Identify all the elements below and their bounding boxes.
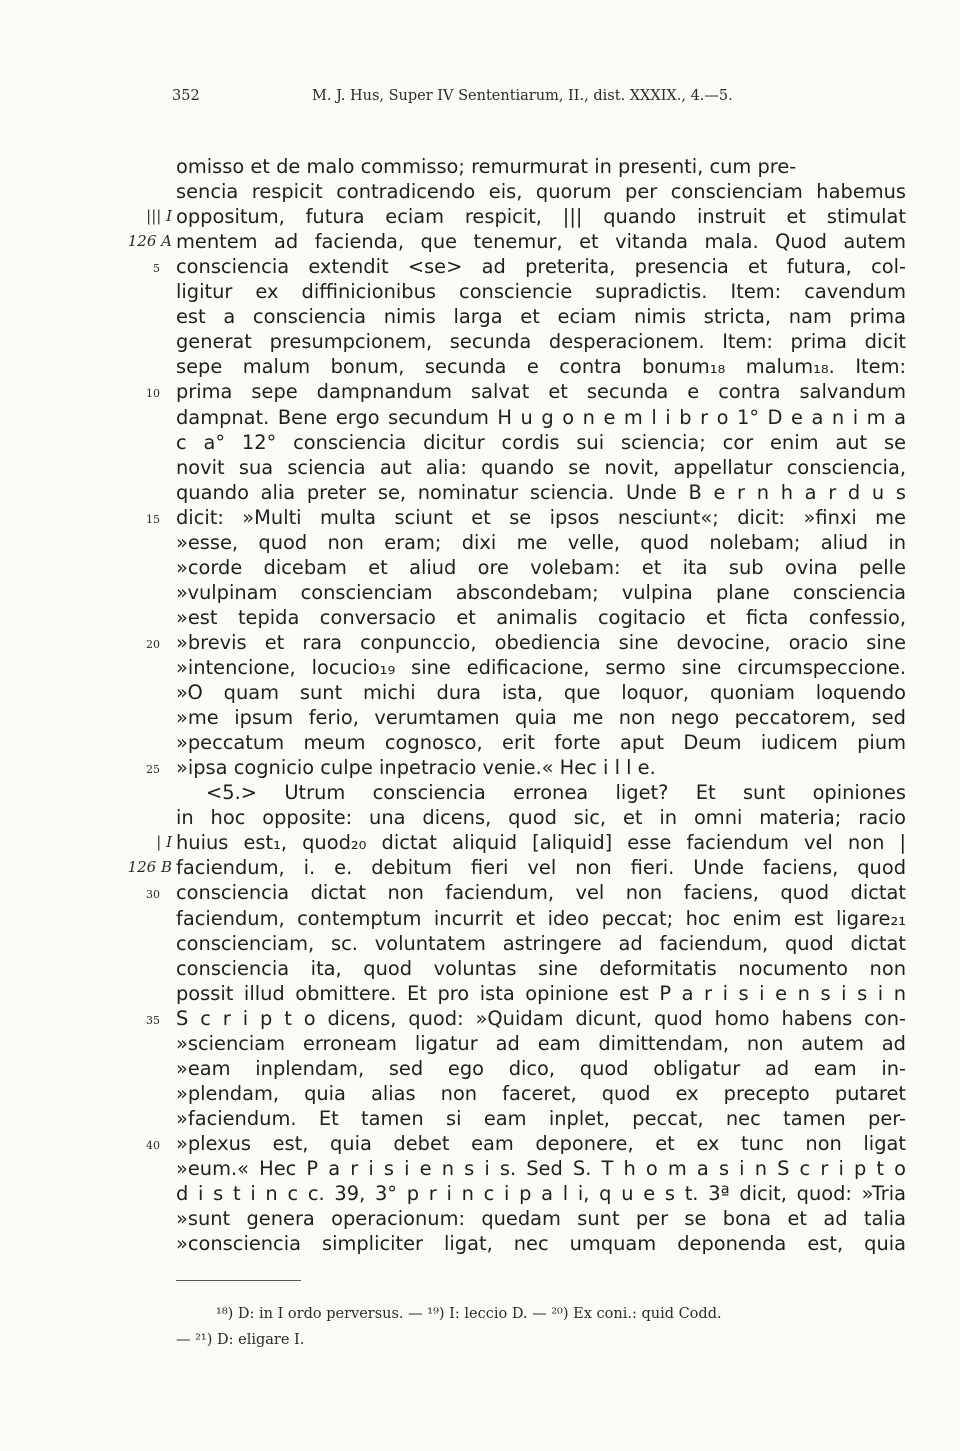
text-line: »scienciam erroneam ligatur ad eam dimittendam, non autem ad xyxy=(176,1031,906,1055)
text-line: ligitur ex diffinicionibus consciencie supradictis. Item: cavendum xyxy=(176,280,906,304)
text-line: possit illud obmittere. Et pro ista opinione est P a r i s i e n s i s i n xyxy=(176,981,906,1005)
text-line: »eum.« Hec P a r i s i e n s i s. Sed S. T h o m a s i n S c r i p t o xyxy=(176,1157,906,1180)
text-line: mentem ad facienda, que tenemur, et vitanda mala. Quod autem xyxy=(176,230,906,254)
text-line: »ipsa cognicio culpe inpetracio venie.« Hec i l l e. xyxy=(176,756,656,780)
text-line: consciencia ita, quod voluntas sine deformitatis nocumento non xyxy=(176,956,906,980)
text-line: »esse, quod non eram; dixi me velle, quod nolebam; aliud in xyxy=(176,530,906,554)
folio-marker: 126 A xyxy=(127,232,172,251)
text-line: »sunt genera operacionum: quedam sunt per se bona et ad talia xyxy=(176,1207,906,1231)
text-line: »plendam, quia alias non faceret, quod ex precepto putaret xyxy=(176,1081,906,1105)
text-line: »peccatum meum cognosco, erit forte aput Deum iudicem pium xyxy=(176,731,906,755)
footnote-line: ¹⁸) D: in I ordo perversus. — ¹⁹) I: leccio D. — ²⁰) Ex coni.: quid Codd. xyxy=(216,1306,722,1322)
text-line: omisso et de malo commisso; remurmurat in presenti, cum pre- xyxy=(176,155,797,178)
line-number: 5 xyxy=(153,262,160,276)
text-line: consciencia extendit <se> ad preterita, presencia et futura, col- xyxy=(176,255,906,279)
text-line: »intencione, locucio₁₉ sine edificacione, sermo sine circumspeccione. xyxy=(176,656,906,679)
text-line: »consciencia simpliciter ligat, nec umquam deponenda est, quia xyxy=(176,1232,906,1256)
text-line: c a° 12° consciencia dicitur cordis sui sciencia; cor enim aut se xyxy=(176,430,906,454)
text-line: »corde dicebam et aliud ore volebam: et ita sub ovina pelle xyxy=(176,555,906,579)
text-line: »me ipsum ferio, verumtamen quia me non nego peccatorem, sed xyxy=(176,706,906,730)
text-line: »vulpinam conscienciam abscondebam; vulpina plane consciencia xyxy=(176,580,906,604)
text-line: »eam inplendam, sed ego dico, quod obligatur ad eam in- xyxy=(176,1056,906,1080)
text-line: consciencia dictat non faciendum, vel non faciens, quod dictat xyxy=(176,881,906,905)
text-line: novit sua sciencia aut alia: quando se novit, appellatur consciencia, xyxy=(176,455,906,479)
line-number: 10 xyxy=(146,387,160,401)
text-line: »faciendum. Et tamen si eam inplet, peccat, nec tamen per- xyxy=(176,1106,906,1130)
text-line: »O quam sunt michi dura ista, que loquor, quoniam loquendo xyxy=(176,681,906,705)
folio-marker: | I xyxy=(156,833,172,852)
line-number: 20 xyxy=(146,637,160,651)
text-line: faciendum, contemptum incurrit et ideo peccat; hoc enim est ligare₂₁ xyxy=(176,906,906,930)
text-line: »brevis et rara conpunccio, obediencia sine devocine, oracio sine xyxy=(176,630,906,654)
text-line: S c r i p t o dicens, quod: »Quidam dicunt, quod homo habens con- xyxy=(176,1006,906,1030)
footnote-rule xyxy=(176,1280,301,1281)
text-line: faciendum, i. e. debitum fieri vel non fieri. Unde faciens, quod xyxy=(176,856,906,880)
line-number: 40 xyxy=(146,1138,160,1152)
text-line: dampnat. Bene ergo secundum H u g o n e m l i b r o 1° D e a n i m a xyxy=(176,405,906,429)
line-number: 25 xyxy=(146,763,160,777)
text-line: quando alia preter se, nominatur sciencia. Unde B e r n h a r d u s xyxy=(176,480,906,504)
text-line: in hoc opposite: una dicens, quod sic, et in omni materia; racio xyxy=(176,806,906,830)
text-line: dicit: »Multi multa sciunt et se ipsos nesciunt«; dicit: »finxi me xyxy=(176,505,906,529)
text-line: huius est₁, quod₂₀ dictat aliquid [aliquid] esse faciendum vel non | xyxy=(176,831,906,855)
text-line: conscienciam, sc. voluntatem astringere ad faciendum, quod dictat xyxy=(176,931,906,955)
text-line: <5.> Utrum consciencia erronea liget? Et sunt opiniones xyxy=(206,781,906,805)
text-line: »est tepida conversacio et animalis cogitacio et ficta confessio, xyxy=(176,605,906,629)
footnote-line: — ²¹) D: eligare I. xyxy=(176,1332,305,1348)
text-line: sencia respicit contradicendo eis, quorum per conscienciam habemus xyxy=(176,180,906,204)
folio-marker: 126 B xyxy=(127,858,172,877)
page-number: 352 xyxy=(172,88,200,104)
folio-marker: ||| I xyxy=(146,207,172,226)
text-line: d i s t i n c c. 39, 3° p r i n c i p a l i, q u e s t. 3ª dicit, quod: »Tria xyxy=(176,1182,906,1206)
line-number: 15 xyxy=(146,512,160,526)
text-line: prima sepe dampnandum salvat et secunda e contra salvandum xyxy=(176,380,906,404)
text-line: sepe malum bonum, secunda e contra bonum₁₈ malum₁₈. Item: xyxy=(176,355,906,379)
text-line: »plexus est, quia debet eam deponere, et ex tunc non ligat xyxy=(176,1131,906,1155)
line-number: 35 xyxy=(146,1013,160,1027)
text-line: oppositum, futura eciam respicit, ||| quando instruit et stimulat xyxy=(176,205,906,229)
text-line: est a consciencia nimis larga et eciam nimis stricta, nam prima xyxy=(176,305,906,329)
running-title: M. J. Hus, Super IV Sententiarum, II., dist. XXXIX., 4.—5. xyxy=(312,88,733,104)
text-line: generat presumpcionem, secunda desperacionem. Item: prima dicit xyxy=(176,330,906,354)
line-number: 30 xyxy=(146,888,160,902)
